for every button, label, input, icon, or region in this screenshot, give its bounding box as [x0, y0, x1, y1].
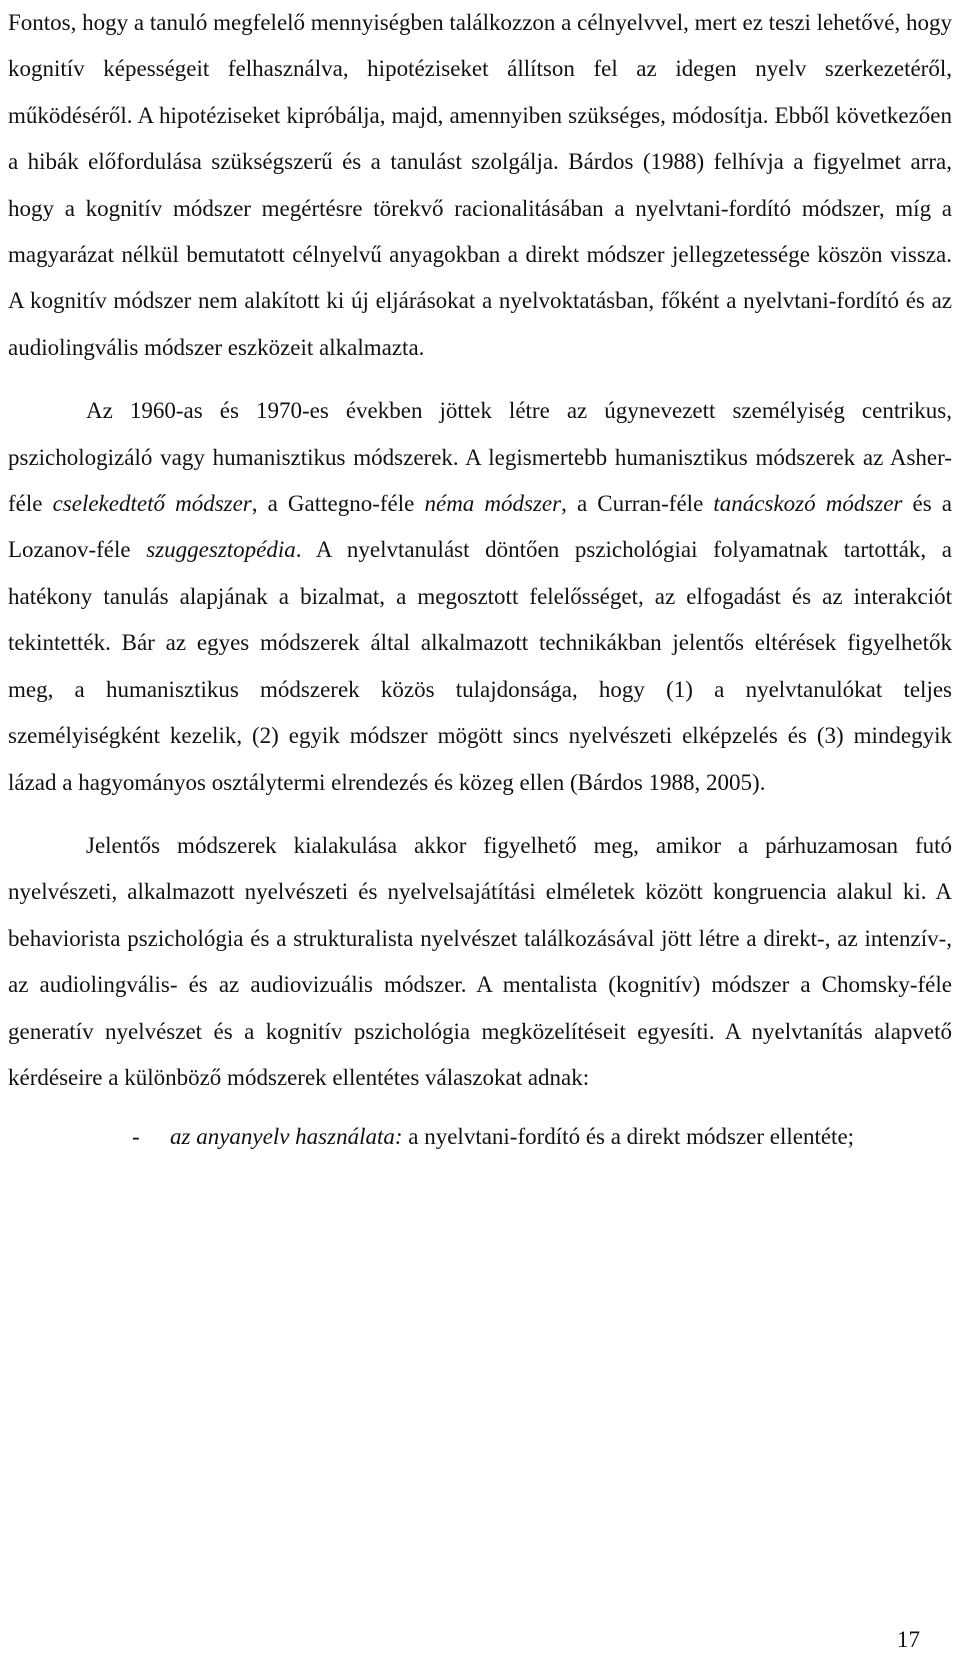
list-bullet: -	[132, 1124, 140, 1150]
paragraph-spacer	[8, 1101, 952, 1114]
page-number: 17	[897, 1627, 920, 1652]
paragraph-2	[8, 388, 952, 806]
paragraph-3	[8, 823, 952, 1101]
italic-term: az anyanyelv használata:	[170, 1124, 403, 1150]
italic-term: szuggesztopédia	[146, 537, 296, 563]
list-item-text: a nyelvtani-fordító és a direkt módszer ellentéte;	[402, 1124, 855, 1150]
italic-term: tanácskozó módszer	[713, 491, 903, 517]
paragraph-1-text: Fontos, hogy a tanuló megfelelő mennyiségben találkozzon a célnyelvvel, mert ez teszi lehetővé, hogy kognitív képességeit felhasználva, hipotéziseket állítson fel az idegen nyelv szerkezetéről, működéséről. A hipotéziseket kipróbálja, majd, amennyiben szükséges, módosítja. Ebből következően a hibák előfordulása szükségszerű és a tanulást szolgálja. Bárdos (1988) felhívja a figyelmet arra, hogy a kognitív módszer megértésre törekvő racionalitásában a nyelvtani-fordító módszer, míg a magyarázat nélkül bemutatott célnyelvű anyagokban a direkt módszer jellegzetessége köszön vissza. A kognitív módszer nem alakított ki új eljárásokat a nyelvoktatásban, főként a nyelvtani-fordító és az audiolingvális módszer eszközeit alkalmazta.	[8, 10, 952, 360]
paragraph-2-text: és a Lozanov-féle	[8, 491, 952, 563]
paragraph-spacer	[8, 806, 952, 823]
body-text	[8, 0, 952, 1161]
list-item	[8, 1114, 952, 1160]
paragraph-3-text: Jelentős módszerek kialakulása akkor figyelhető meg, amikor a párhuzamosan futó nyelvészeti, alkalmazott nyelvészeti és nyelvelsajátítási elméletek között kongruencia alakul ki. A behaviorista pszichológia és a strukturalista nyelvészet találkozásával jött létre a direkt-, az intenzív-, az audiolingvális- és az audiovizuális módszer. A mentalista (kognitív) módszer a Chomsky-féle generatív nyelvészet és a kognitív pszichológia megközelítéseit egyesíti. A nyelvtanítás alapvető kérdéseire a különböző módszerek ellentétes válaszokat adnak:	[8, 832, 952, 1090]
paragraph-2-text: Az 1960-as és 1970-es években jöttek létre az úgynevezett személyiség centrikus, pszichologizáló vagy humanisztikus módszerek. A legismertebb humanisztikus módszerek az Asher-féle	[8, 398, 952, 517]
italic-term: cselekedtető módszer	[52, 491, 252, 517]
paragraph-2-text: , a Curran-féle	[561, 491, 714, 517]
italic-term: néma módszer	[424, 491, 562, 517]
paragraph-spacer	[8, 371, 952, 388]
paragraph-1	[8, 0, 952, 371]
paragraph-2-text: . A nyelvtanulást döntően pszichológiai folyamatnak tartották, a hatékony tanulás alapjának a bizalmat, a megosztott felelősséget, az elfogadást és az interakciót tekintették. Bár az egyes módszerek által alkalmazott technikákban jelentős eltérések figyelhetők meg, a humanisztikus módszerek közös tulajdonsága, hogy (1) a nyelvtanulókat teljes személyiségként kezelik, (2) egyik módszer mögött sincs nyelvészeti elképzelés és (3) mindegyik lázad a hagyományos osztálytermi elrendezés és közeg ellen (Bárdos 1988, 2005).	[8, 537, 953, 795]
paragraph-2-text: , a Gattegno-féle	[251, 491, 425, 517]
